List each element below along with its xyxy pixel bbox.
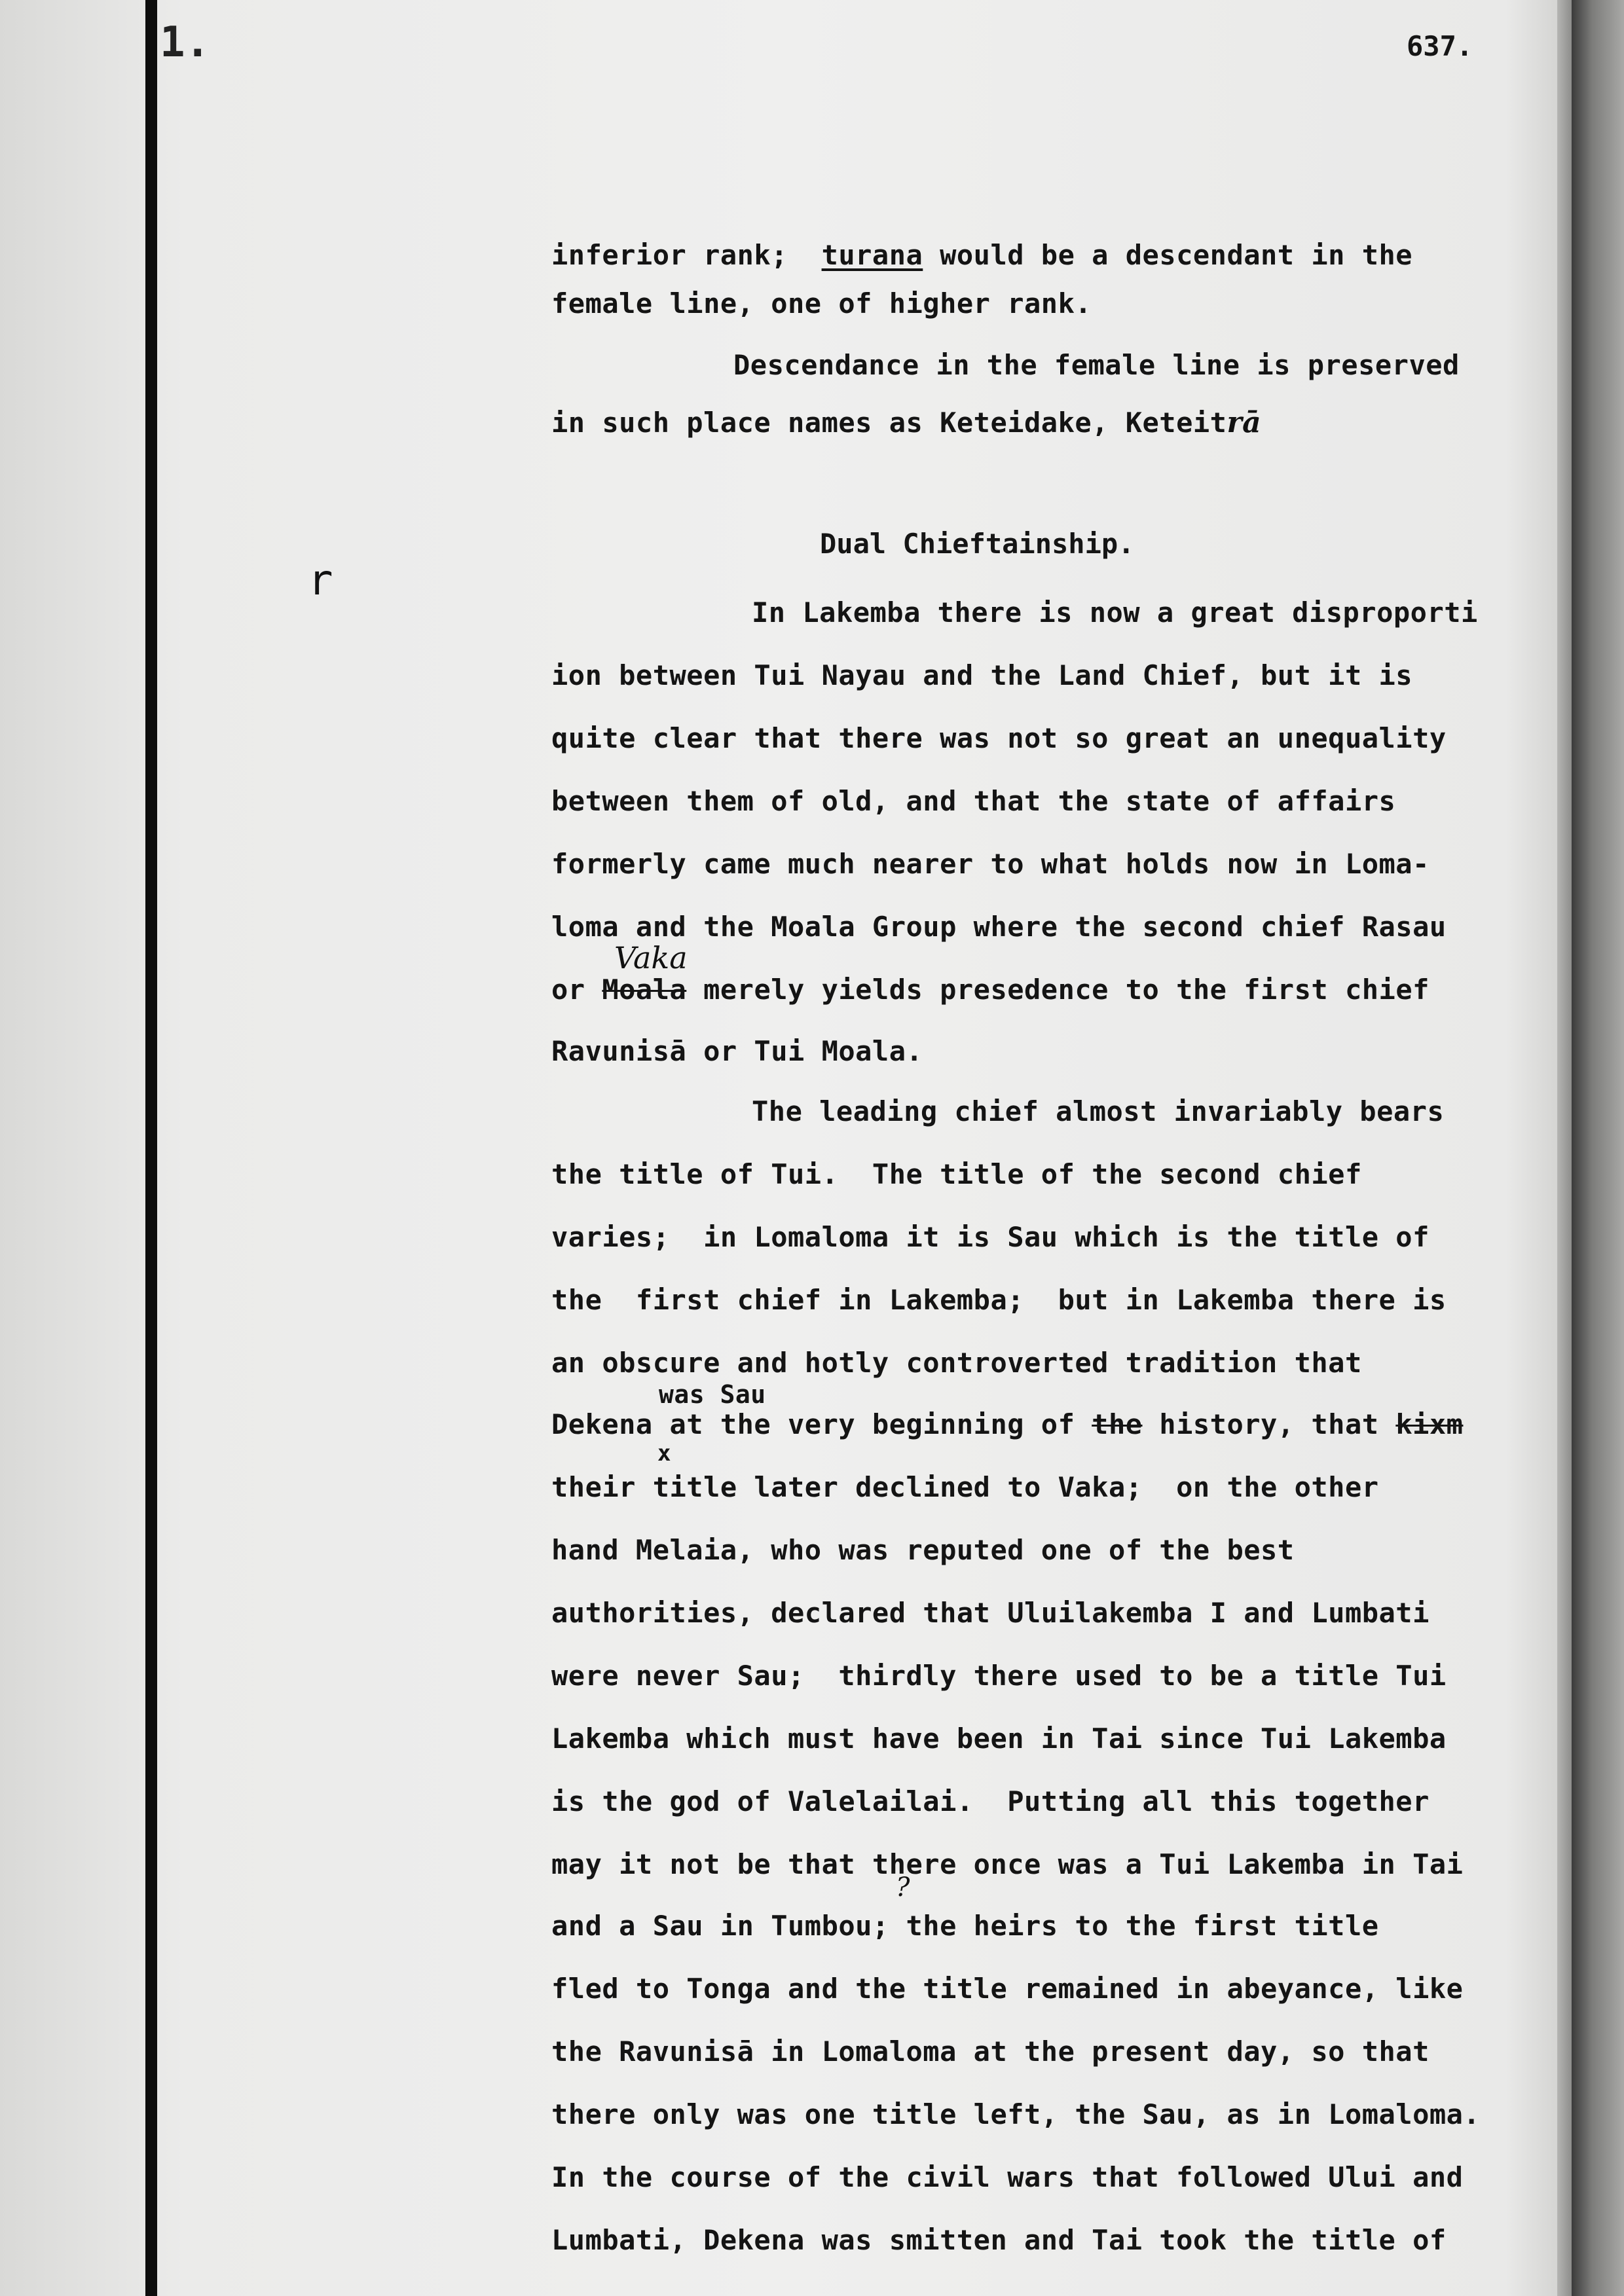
struck-word: kixm	[1395, 1408, 1464, 1440]
section-heading: Dual Chieftainship.	[820, 528, 1135, 560]
text-line: Lakemba which must have been in Tai since Tui Lakemba	[551, 1722, 1447, 1755]
text-line: fled to Tonga and the title remained in abeyance, like	[551, 1973, 1464, 2005]
text-line: formerly came much nearer to what holds now in Loma-	[551, 848, 1430, 880]
struck-word: the	[1092, 1408, 1143, 1440]
typed-insert: was Sau	[659, 1380, 766, 1409]
text-line: between them of old, and that the state of affairs	[551, 785, 1396, 817]
handwritten-insert: Vaka	[614, 940, 688, 975]
page-edge-shadow	[1557, 0, 1572, 2296]
text-line: the first chief in Lakemba; but in Lakemba there is	[551, 1284, 1447, 1316]
text-line: In the course of the civil wars that followed Ului and	[551, 2161, 1464, 2193]
binding-edge	[145, 0, 157, 2296]
text-line: there only was one title left, the Sau, as in Lomaloma.	[551, 2098, 1481, 2130]
text-line: loma and the Moala Group where the second chief Rasau	[551, 911, 1447, 943]
struck-word: Moala	[602, 974, 687, 1006]
page-edge-dark	[1572, 0, 1624, 2296]
text-line: ion between Tui Nayau and the Land Chief, but it is	[551, 659, 1413, 691]
text-line: authorities, declared that Uluilakemba I and Lumbati	[551, 1597, 1430, 1629]
text-line: varies; in Lomaloma it is Sau which is the title of	[551, 1221, 1430, 1253]
text-line: the title of Tui. The title of the second chief	[551, 1158, 1362, 1190]
text-line: an obscure and hotly controverted tradition that	[551, 1347, 1362, 1379]
text-line: Ravunisā or Tui Moala.	[551, 1035, 923, 1067]
text-line: inferior rank; turana would be a descendant in the	[551, 239, 1413, 271]
text-line: Dekena at the very beginning of the history, that kixm	[551, 1408, 1464, 1440]
handwritten-suffix: rā	[1227, 406, 1262, 439]
text-line: their title later declined to Vaka; on the other	[551, 1471, 1379, 1503]
page-number: 637.	[1407, 30, 1473, 62]
text-line: hand Melaia, who was reputed one of the best	[551, 1534, 1295, 1566]
text-line: may it not be that there once was a Tui Lakemba in Tai	[551, 1848, 1464, 1880]
edge-mark: 1.	[160, 18, 211, 67]
text-line: The leading chief almost invariably bears	[752, 1095, 1445, 1127]
text-line: and a Sau in Tumbou; the heirs to the first title	[551, 1910, 1379, 1942]
text-line: the Ravunisā in Lomaloma at the present day, so that	[551, 2035, 1430, 2068]
handwritten-query: ?	[896, 1872, 910, 1903]
underlined-word: turana	[821, 239, 923, 271]
text-line: female line, one of higher rank.	[551, 287, 1092, 319]
text-line: is the god of Valelailai. Putting all this together	[551, 1785, 1430, 1817]
text-line: quite clear that there was not so great an unequality	[551, 722, 1447, 754]
x-mark: x	[657, 1440, 671, 1467]
text-line: in such place names as Keteidake, Keteitrā	[551, 406, 1262, 439]
text-line: Lumbati, Dekena was smitten and Tai took the title of	[551, 2224, 1447, 2256]
margin-mark: r	[308, 556, 333, 605]
text-line: In Lakemba there is now a great disproporti	[752, 596, 1478, 629]
text-line: were never Sau; thirdly there used to be a title Tui	[551, 1660, 1447, 1692]
text-line: Descendance in the female line is preserved	[733, 349, 1460, 381]
text-line: or Moala merely yields presedence to the first chief	[551, 974, 1430, 1006]
